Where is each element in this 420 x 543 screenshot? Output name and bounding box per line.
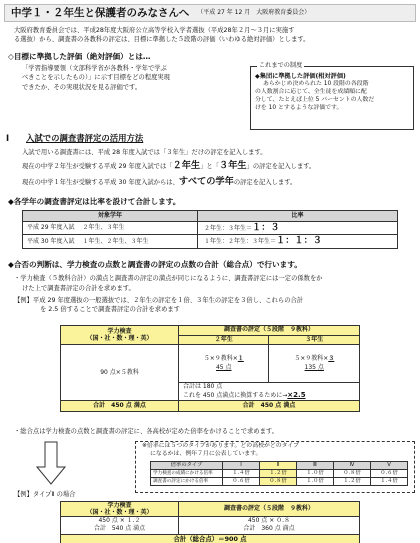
table-row [151,470,408,478]
total-heading: ◆合否の判断は、学力検査の点数と調査書の評定の点数の合計（総合点）で行います。 [8,260,302,269]
types-header-3: Ⅲ [297,461,334,469]
relative-eval-line-2: の人数割合に応じて、全生徒を成績順に配 [255,89,367,96]
types-row-1-label: 学力検査の成績にかける倍率 [151,470,223,478]
total-body [14,274,416,315]
section-1-number: Ⅰ [6,133,10,143]
emph-grade-2: ２年生 [172,160,201,172]
types-cell: １.４倍 [223,470,260,478]
previous-system-box [250,62,414,130]
section-1-line-2: 現在の中学２年生が受験する平成 29 年度入試では「２年生」と「３年生」の評定を記入します。 [22,160,316,172]
types-table [150,461,408,486]
score-table-right-header: 調査書の評定（５段階 ９教科） [179,326,360,336]
goal-body [22,64,237,92]
type-2-table [60,501,360,543]
down-arrow-icon [36,441,66,485]
ratio-row-1-exam: 平成 29 年度入試 ２年生、３年生 [23,222,198,235]
section-1-line-3: 現在の中学１年生が受験する平成 30 年度入試からは、すべての学年の評定を記入します。 [22,176,297,188]
types-cell: ０.８倍 [334,470,371,478]
score-table-left-body: 90 点×５教科 [61,345,179,401]
page-title: 中学１・２年生と保護者のみなさんへ [11,6,190,19]
table-row [151,478,408,486]
example-line-2: を 2.5 倍することで調査書評定の合計を求めます [40,306,180,314]
score-table-grade-2: ２年生 [179,336,269,345]
ratio-col-ratio: 比率 [198,211,398,222]
type-2-left-header: 学力検査 （国・社・数・理・英） [61,502,179,517]
table-row [23,222,398,235]
types-header-1: Ⅰ [223,461,260,469]
types-note-line-2: になるかは、例年７月に公表しています。 [150,450,262,457]
types-cell: １.０倍 [297,470,334,478]
relative-eval-heading: ◆集団に準拠した評価(相対評価) [255,73,346,80]
ratio-row-2-ratio: １年生：２年生：３年生＝１：１：３ [198,235,398,248]
types-header-4: Ⅳ [334,461,371,469]
section-1-heading-row [6,133,306,144]
section-1-line-1: 入試で用いる調査書には、平成 28 年度入試では「３年生」だけの評定を記入します。 [22,149,267,156]
types-cell: １.４倍 [371,478,408,486]
intro [14,27,414,44]
section-1-heading: 入試での調査書評定の活用方法 [26,133,144,143]
type-2-right-header: 調査書の評定（５段階 ９教科） [179,502,360,517]
ratio-heading: ◆各学年の調査書評定は比率を設けて合計します。 [8,197,181,206]
section-1-body [22,147,414,190]
bullet-1-line-2: けた上で調査書評定の合計を求めます。 [22,284,135,292]
ratio-col-exam: 対象学年 [23,211,198,222]
goal-line-2: べきことを示したもの）」に示す目標をどの程度実現 [22,74,170,82]
score-table-sum: 合計は 180 点 これを 450 点満点に換算するために→×2.5 [179,383,360,401]
goal-line-1: 「学習指導要領（文部科学省が各教科・学年で学ぶ [22,65,167,72]
types-cell: １.０倍 [297,478,334,486]
types-header-5: Ⅴ [371,461,408,469]
ratio-row-2-exam: 平成 30 年度入試 １年生、２年生、３年生 [23,235,198,248]
score-table-total-left: 合計 450 点 満点 [61,401,179,412]
goal-heading: ◇目標に準拠した評価（絶対評価）とは… [8,52,151,61]
bullet-2: ・総合点は学力検査の点数と調査書の評定に、各高校が定めた倍率をかけることで求めます。 [14,428,278,435]
types-box [135,441,415,493]
type-2-right-calc: 450 点 × ０.８ 合計 360 点 満点 [179,517,360,534]
types-header-label: 倍率のタイプ [151,461,223,469]
score-table-grade-3: ３年生 [269,336,360,345]
goal-line-3: できたか、その実現状況を見る評価です。 [22,83,142,91]
types-cell: ０.８倍 [260,478,297,486]
bullet-1-line-1: ・学力検査（５教科合計）の満点と調査書の評定の満点が同じになるように、調査書評定には一定の係数をか [14,275,323,282]
emph-grade-3: ３年生 [219,160,247,172]
types-cell: １.２倍 [260,470,297,478]
types-cell: ０.６倍 [223,478,260,486]
score-table-total-right: 合計 450 点 満点 [179,401,360,412]
types-row-2-label: 調査書の評定にかける倍率 [151,478,223,486]
types-cell: １.２倍 [334,478,371,486]
intro-line-2: る選抜）から、調査書の各教科の評定は、目標に準拠した５段階の評価（いわゆる絶対評価）とします。 [14,35,310,43]
types-note-line-1: ※倍率には５つのタイプがあります。どの高校がどのタイプ [142,443,300,449]
relative-eval-line-4: けを 10 とするような評価です。 [255,105,343,112]
example-type-2-label: 【例】タイプⅡ の場合 [14,491,76,498]
previous-system-title: これまでの制度 [259,62,303,69]
score-table-left-header: 学力検査 （国・社・数・理・英） [61,326,179,345]
score-table [60,325,360,412]
types-cell: ０.６倍 [371,470,408,478]
type-2-left-calc: 450 点 × １.２ 合計 540 点 満点 [61,517,179,534]
emph-all-grades: すべての学年 [178,176,234,188]
score-table-grade-3-calc: ５×９教科×３ 135 点 [269,345,360,383]
relative-eval-line-3: 分して、たとえば上位 5 パーセントの人数だ [255,97,375,104]
type-2-grand-total: 合計（総合点）＝900 点 [61,534,360,543]
ratio-row-1-ratio: ２年生：３年生＝１：３ [198,222,398,235]
ratio-table [22,210,398,249]
example-line-1: 【例】平成 29 年度選抜の一般選抜では、２年生の評定を１倍、３年生の評定を３倍し、これらの合計 [14,296,304,304]
intro-line-1: 大阪府教育委員会では、平成28年度大阪府公立高等学校入学者選抜（平成28年２月～３月に実施す [14,27,295,34]
table-row [23,235,398,248]
types-header-2: Ⅱ [260,461,297,469]
page-subtitle: （平成 27 年 12 月 大阪府教育委員会） [197,8,311,16]
relative-eval-line-1: あらかじめ決められた 10 段階の各段階 [263,81,369,88]
title-bar [4,4,416,22]
score-table-grade-2-calc: ５×９教科×１ 45 点 [179,345,269,383]
